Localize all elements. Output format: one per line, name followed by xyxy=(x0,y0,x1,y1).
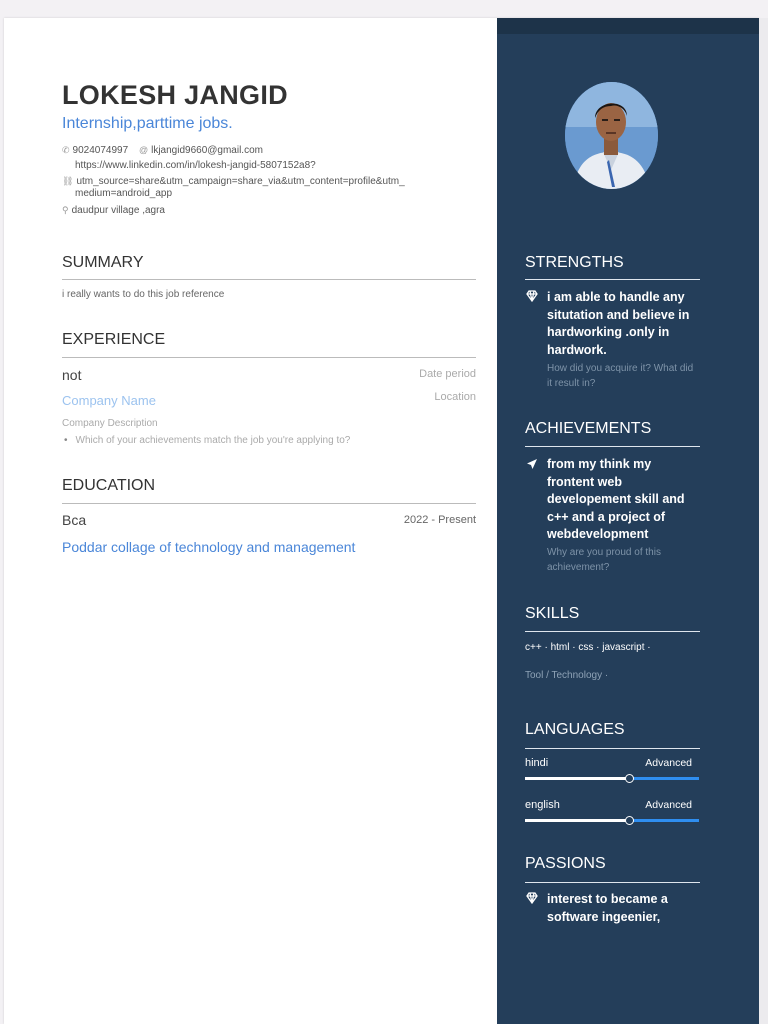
experience-date: Date period xyxy=(419,368,476,380)
experience-company: Company Name xyxy=(62,393,156,408)
linkedin-link-line-1[interactable]: https://www.linkedin.com/in/lokesh-jangid-5807152a8? xyxy=(75,160,316,171)
paper-plane-icon xyxy=(526,458,538,473)
passion-text: interest to became a software ingeenier, xyxy=(547,892,668,924)
tools-list: Tool / Technology · xyxy=(525,670,609,681)
profile-photo-art xyxy=(565,82,658,189)
strengths-divider xyxy=(525,279,700,280)
candidate-name: LOKESH JANGID xyxy=(62,80,288,110)
diamond-icon xyxy=(526,892,538,907)
language-bar xyxy=(525,819,699,822)
education-title: EDUCATION xyxy=(62,477,156,494)
achievements-divider xyxy=(525,446,700,447)
at-icon: @ xyxy=(138,145,149,155)
location-pin-icon: ⚲ xyxy=(62,205,69,215)
education-date: 2022 - Present xyxy=(403,514,476,526)
achievement-hint: Why are you proud of this achievement? xyxy=(547,547,661,573)
sidebar-top-strip xyxy=(497,18,759,34)
language-name: hindi xyxy=(525,757,549,769)
strength-text: i am able to handle any situtation and believe in hardworking .only in hardwork. xyxy=(547,290,690,357)
phone-number[interactable]: 9024074997 xyxy=(72,145,129,156)
passions-divider xyxy=(525,882,700,883)
experience-location: Location xyxy=(434,391,476,403)
contact-row xyxy=(62,144,263,157)
summary-divider xyxy=(62,279,476,280)
linkedin-row xyxy=(62,175,405,188)
strength-hint: How did you acquire it? What did it result in? xyxy=(547,363,694,389)
experience-divider xyxy=(62,357,476,358)
languages-title: LANGUAGES xyxy=(525,721,625,738)
profile-photo xyxy=(565,82,658,189)
experience-description: Company Description xyxy=(62,418,158,429)
skills-list: c++ · html · css · javascript · xyxy=(525,642,651,653)
page-edge xyxy=(759,18,768,1024)
strengths-title: STRENGTHS xyxy=(525,254,624,271)
language-bar-fill xyxy=(525,819,629,822)
passions-title: PASSIONS xyxy=(525,855,606,872)
language-bar-fill xyxy=(525,777,629,780)
education-divider xyxy=(62,503,476,504)
phone-icon: ✆ xyxy=(62,145,70,155)
language-bar xyxy=(525,777,699,780)
linkedin-link-line-2[interactable]: utm_source=share&utm_campaign=share_via&utm_content=profile&utm_ xyxy=(76,176,405,187)
diamond-icon xyxy=(526,290,538,305)
achievement-text: from my think my frontent web developement skill and c++ and a project of webdevelopment xyxy=(547,457,685,541)
language-name: english xyxy=(525,799,560,811)
bullet-dot-icon: • xyxy=(64,435,68,446)
email-link[interactable]: lkjangid9660@gmail.com xyxy=(151,145,263,156)
achievements-title: ACHIEVEMENTS xyxy=(525,420,652,437)
experience-bullet-text: Which of your achievements match the job you're applying to? xyxy=(75,435,351,446)
experience-bullet xyxy=(62,435,350,446)
experience-position: not xyxy=(62,367,82,383)
education-school: Poddar collage of technology and management xyxy=(62,539,356,555)
experience-title: EXPERIENCE xyxy=(62,331,166,348)
linkedin-link-line-3[interactable]: medium=android_app xyxy=(75,188,173,199)
language-level: Advanced xyxy=(645,799,692,811)
language-level: Advanced xyxy=(645,757,692,769)
link-icon: ⛓ xyxy=(62,176,74,186)
languages-divider xyxy=(525,748,700,749)
education-degree: Bca xyxy=(62,512,87,528)
candidate-role: Internship,parttime jobs. xyxy=(62,115,233,132)
skills-title: SKILLS xyxy=(525,605,580,622)
address-text: daudpur village ,agra xyxy=(71,205,165,216)
summary-text: i really wants to do this job reference xyxy=(62,289,225,300)
address-row xyxy=(62,204,165,217)
skills-divider xyxy=(525,631,700,632)
summary-title: SUMMARY xyxy=(62,254,144,271)
